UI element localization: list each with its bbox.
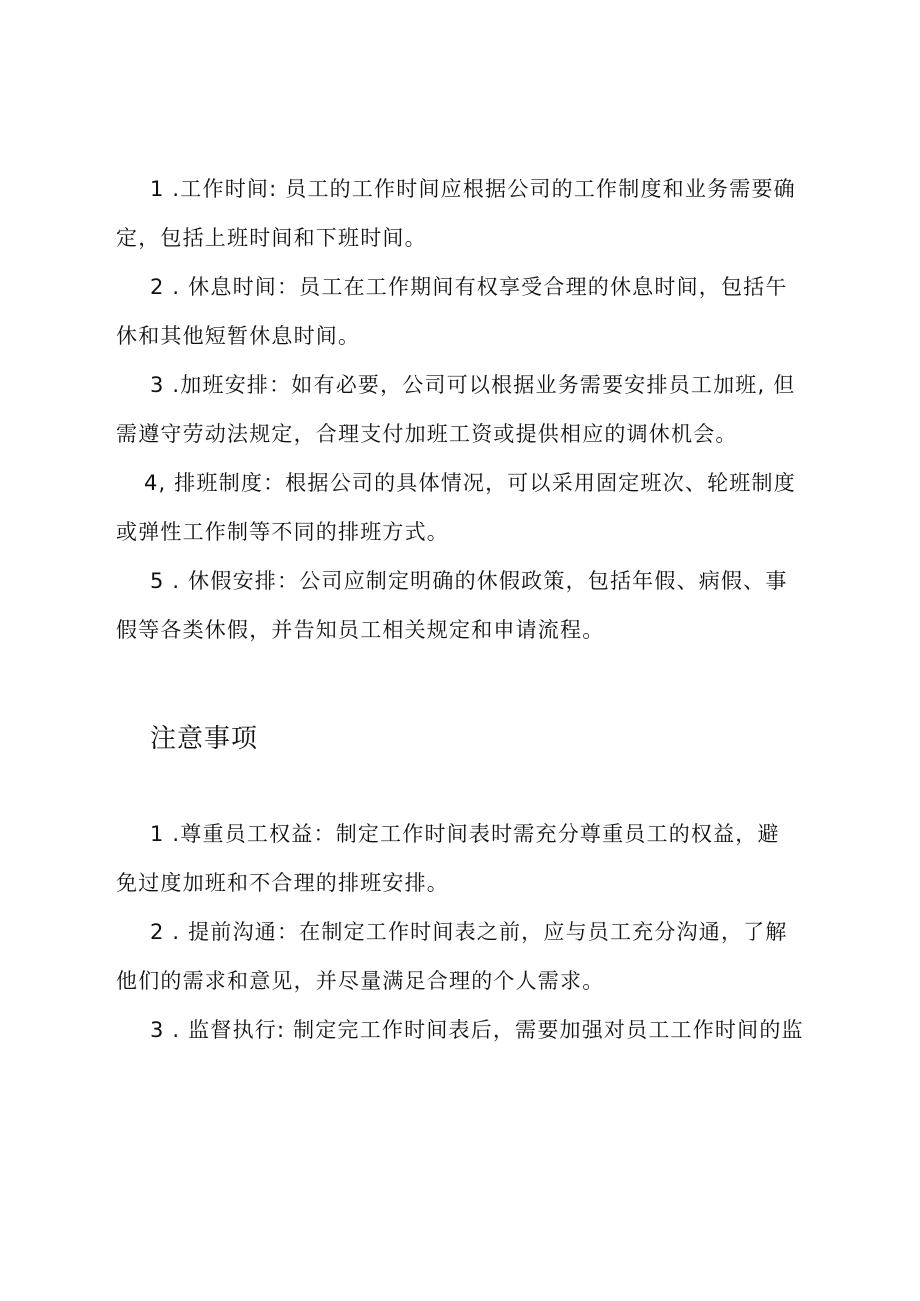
list-item-line: 3 .加班安排：如有必要，公司可以根据业务需要安排员工加班, 但 xyxy=(150,373,796,397)
list-item-line: 1 .尊重员工权益：制定工作时间表时需充分尊重员工的权益，避 xyxy=(150,822,780,846)
list-item-continuation: 或弹性工作制等不同的排班方式。 xyxy=(116,520,449,544)
list-item-line: 4, 排班制度：根据公司的具体情况，可以采用固定班次、轮班制度 xyxy=(144,471,796,495)
notes-list xyxy=(116,810,818,1055)
list-item-continuation: 定，包括上班时间和下班时间。 xyxy=(116,226,427,250)
list-item xyxy=(116,361,818,459)
list-item xyxy=(116,557,818,655)
list-item xyxy=(116,263,818,361)
list-item-line: 2 . 休息时间：员工在工作期间有权享受合理的休息时间，包括午 xyxy=(150,275,788,299)
list-item-continuation: 假等各类休假，并告知员工相关规定和申请流程。 xyxy=(116,618,605,642)
list-item-line: 3 . 监督执行: 制定完工作时间表后，需要加强对员工工作时间的监 xyxy=(150,1018,804,1042)
section-heading: 注意事项 xyxy=(150,724,259,754)
list-item-continuation: 免过度加班和不合理的排班安排。 xyxy=(116,871,449,895)
list-item xyxy=(116,165,818,263)
list-item xyxy=(150,1006,818,1055)
list-item-line: 5 . 休假安排：公司应制定明确的休假政策，包括年假、病假、事 xyxy=(150,569,788,593)
list-item-continuation: 休和其他短暂休息时间。 xyxy=(116,324,361,348)
list-item-line: 1 .工作时间: 员工的工作时间应根据公司的工作制度和业务需要确 xyxy=(150,177,796,201)
list-item-continuation: 需遵守劳动法规定，合理支付加班工资或提供相应的调休机会。 xyxy=(116,422,738,446)
list-item-line: 2 . 提前沟通：在制定工作时间表之前，应与员工充分沟通，了解 xyxy=(150,920,788,944)
list-item xyxy=(116,810,818,908)
work-time-list xyxy=(116,165,818,655)
list-item xyxy=(116,459,818,557)
list-item xyxy=(116,908,818,1006)
list-item-continuation: 他们的需求和意见，并尽量满足合理的个人需求。 xyxy=(116,969,605,993)
